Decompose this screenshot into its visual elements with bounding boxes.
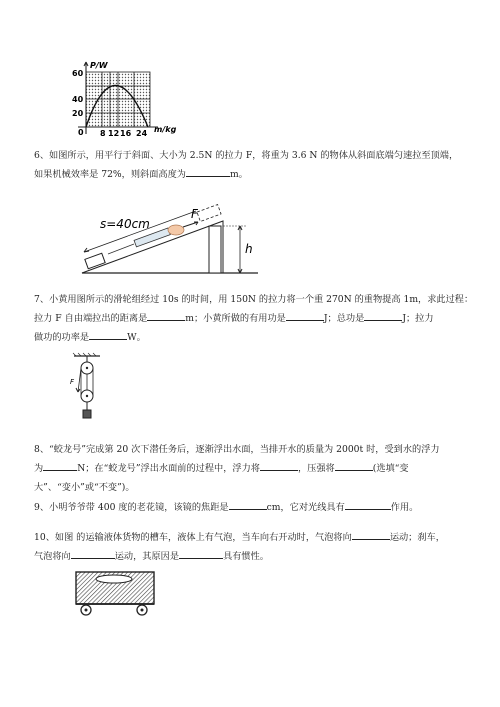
pulley-F-label: F — [70, 378, 75, 386]
q6-line1: 6、如图所示，用平行于斜面、大小为 2.5N 的拉力 F，将重为 3.6 N 的物体从斜面底端匀速拉至顶端， — [34, 150, 459, 161]
q8-buoyancy-change-blank[interactable] — [260, 460, 298, 471]
q7-distance-blank[interactable] — [147, 310, 185, 321]
graph-xlabel: m/kg — [154, 125, 177, 134]
fig-s-label: s=40cm — [100, 217, 150, 231]
graph-xtick: 12 — [108, 129, 120, 138]
tanker-cart-figure — [70, 570, 160, 618]
q9-focal-length-blank[interactable] — [229, 499, 267, 510]
question-8 — [34, 440, 479, 497]
q7-total-work-blank[interactable] — [364, 310, 402, 321]
graph-origin: 0 — [78, 128, 84, 137]
question-6 — [34, 146, 479, 184]
q10-reason-blank[interactable] — [179, 548, 223, 559]
q10-brake-direction-blank[interactable] — [71, 548, 115, 559]
pulley-figure — [66, 352, 106, 428]
q8-pressure-change-blank[interactable] — [335, 460, 373, 471]
fig-h-label: h — [245, 242, 253, 256]
inclined-plane-figure — [78, 196, 263, 280]
graph-ytick: 20 — [72, 109, 84, 118]
question-7 — [34, 290, 479, 347]
q6-line2: 如果机械效率是 72%，则斜面高度为 m。 — [34, 165, 479, 184]
q10-line1: 10、如图 的运输液体货物的槽车，液体上有气泡，当车向右开动时，气泡将向 运动；刹车， — [34, 528, 479, 547]
q9-effect-blank[interactable] — [345, 499, 391, 510]
q8-line3: 大”、“变小”或“不变”)。 — [34, 482, 135, 493]
power-mass-graph — [58, 58, 188, 138]
graph-xtick: 24 — [136, 129, 148, 138]
q8-line2: 为 N；在“蛟龙号”浮出水面前的过程中，浮力将 ，压强将 (选填“变 — [34, 459, 479, 478]
graph-xtick: 8 — [100, 129, 106, 138]
q7-useful-work-blank[interactable] — [286, 310, 324, 321]
q8-line1: 8、“蛟龙号”完成第 20 次下潜任务后，逐渐浮出水面，当排开水的质量为 2000t 时，受到水的浮力 — [34, 444, 440, 455]
q6-answer-blank[interactable] — [186, 166, 230, 177]
graph-xtick: 16 — [120, 129, 132, 138]
question-9: 9、小明爷爷带 400 度的老花镜，该镜的焦距是 cm，它对光线具有 作用。 — [34, 498, 479, 517]
question-10 — [34, 528, 479, 566]
fig-F-label: F — [191, 207, 198, 221]
q10-line2: 气泡将向 运动，其原因是 具有惯性。 — [34, 547, 479, 566]
graph-ytick: 40 — [72, 95, 84, 104]
q7-power-blank[interactable] — [89, 329, 127, 340]
q7-line3: 做功的功率是 W。 — [34, 328, 479, 347]
q8-buoyancy-blank[interactable] — [43, 460, 77, 471]
q7-line2: 拉力 F 自由端拉出的距离是 m；小黄所做的有用功是 J；总功是 J；拉力 — [34, 309, 479, 328]
bubble — [96, 575, 132, 583]
graph-ylabel: P/W — [90, 61, 108, 70]
graph-ytick: 60 — [72, 69, 84, 78]
q10-start-direction-blank[interactable] — [352, 529, 390, 540]
q7-line1: 7、小黄用图所示的滑轮组经过 10s 的时间，用 150N 的拉力将一个重 270N 的重物提高 1m，求此过程： — [34, 294, 474, 305]
